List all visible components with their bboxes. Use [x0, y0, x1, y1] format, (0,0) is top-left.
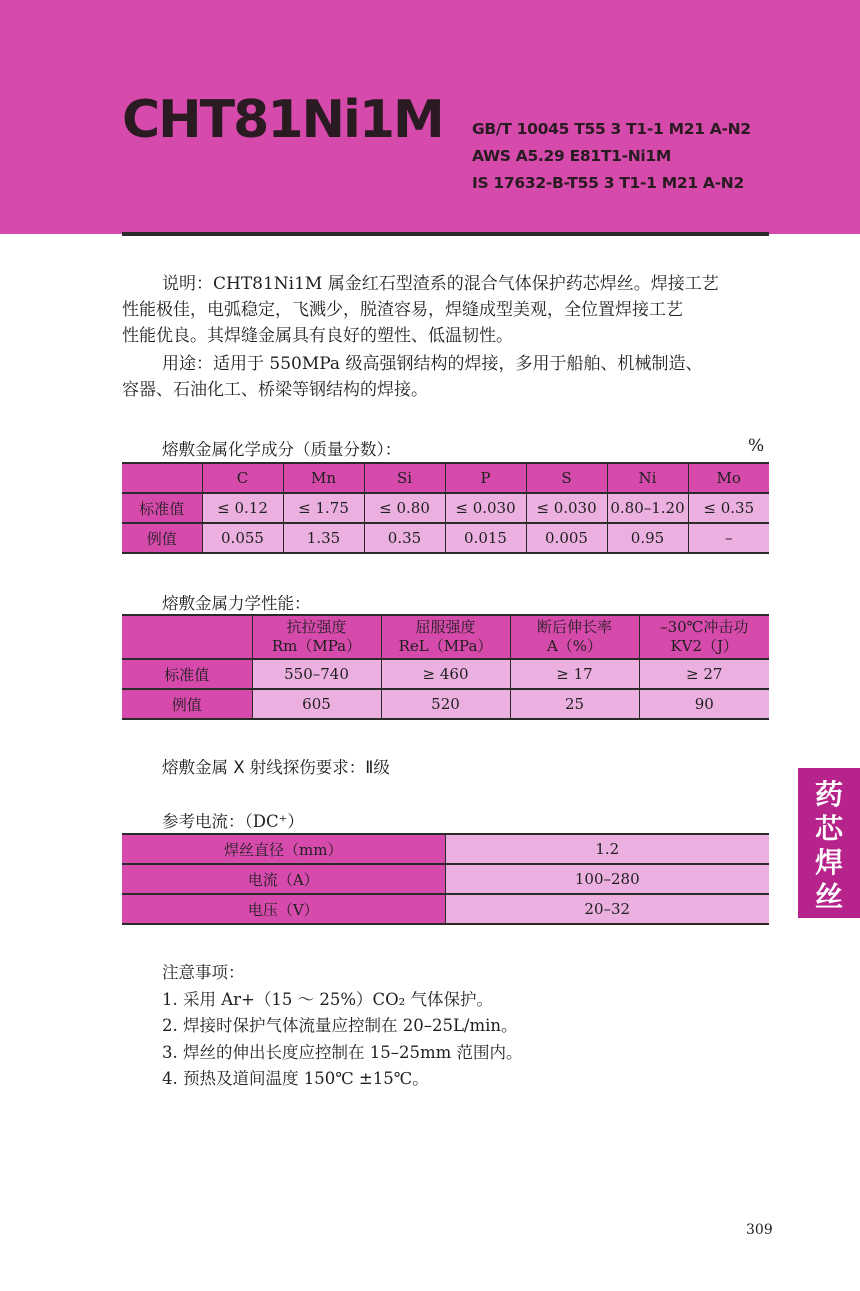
header-rule	[122, 232, 769, 236]
header-si: Si	[364, 463, 445, 493]
header-line: KV2（J）	[670, 637, 739, 655]
list-item: 4. 预热及道间温度 150℃ ±15℃。	[162, 1069, 429, 1088]
row-label: 电压（V）	[122, 894, 445, 924]
standard-is: IS 17632-B-T55 3 T1-1 M21 A-N2	[472, 174, 744, 192]
current-table	[122, 833, 769, 925]
table-cell: 0.015	[445, 523, 526, 553]
description-line-3: 性能优良。其焊缝金属具有良好的塑性、低温韧性。	[122, 326, 513, 346]
chemistry-table	[122, 462, 769, 554]
standard-gbt: GB/T 10045 T55 3 T1-1 M21 A-N2	[472, 120, 751, 138]
row-label: 标准值	[122, 659, 252, 689]
table-cell: ≤ 0.030	[445, 493, 526, 523]
table-row	[122, 523, 769, 553]
chemistry-header-row	[122, 463, 769, 493]
standards-list	[472, 116, 751, 197]
table-cell: 605	[252, 689, 381, 719]
header-line: A（%）	[546, 637, 603, 655]
header-line: –30℃冲击功	[660, 618, 749, 636]
row-label: 标准值	[122, 493, 202, 523]
header-ni: Ni	[607, 463, 688, 493]
list-item: 3. 焊丝的伸出长度应控制在 15–25mm 范围内。	[162, 1042, 523, 1062]
header-line: 抗拉强度	[286, 618, 347, 636]
standard-aws: AWS A5.29 E81T1-Ni1M	[472, 147, 672, 165]
description-label: 说明：	[162, 274, 213, 294]
list-item: 1. 采用 Ar+（15 ～ 25%）CO₂ 气体保护。	[162, 989, 494, 1009]
row-label: 例值	[122, 523, 202, 553]
table-cell: 0.80–1.20	[607, 493, 688, 523]
header-s: S	[526, 463, 607, 493]
table-row	[122, 894, 769, 924]
header-c: C	[202, 463, 283, 493]
header-line: 断后伸长率	[536, 618, 612, 636]
header-impact	[639, 615, 769, 659]
table-cell: ≥ 27	[639, 659, 769, 689]
usage-line-2: 容器、石油化工、桥梁等钢结构的焊接。	[122, 380, 428, 400]
table-cell: –	[688, 523, 769, 553]
table-cell: 1.2	[445, 834, 769, 864]
table-cell: ≤ 1.75	[283, 493, 364, 523]
header-yield	[381, 615, 510, 659]
table-cell: 0.35	[364, 523, 445, 553]
table-cell: ≥ 17	[510, 659, 639, 689]
header-line: 屈服强度	[415, 618, 476, 636]
row-label: 焊丝直径（mm）	[122, 834, 445, 864]
product-title: CHT81Ni1M	[122, 90, 443, 150]
side-tab-char: 芯	[814, 812, 843, 845]
current-title	[162, 808, 304, 832]
mechanical-title: 熔敷金属力学性能：	[162, 594, 311, 613]
table-row	[122, 834, 769, 864]
table-cell: 1.35	[283, 523, 364, 553]
table-cell: 100–280	[445, 864, 769, 894]
section-side-tab	[798, 768, 860, 918]
table-cell: 0.95	[607, 523, 688, 553]
row-label: 电流（A）	[122, 864, 445, 894]
table-cell: 550–740	[252, 659, 381, 689]
list-item: 2. 焊接时保护气体流量应控制在 20–25L/min。	[162, 1016, 518, 1035]
table-cell: 0.005	[526, 523, 607, 553]
usage-line-1: 适用于 550MPa 级高强钢结构的焊接，多用于船舶、机械制造、	[213, 354, 703, 374]
table-cell	[122, 615, 252, 659]
header-tensile	[252, 615, 381, 659]
chemistry-unit: %	[748, 436, 765, 456]
usage-label: 用途：	[162, 354, 213, 374]
table-cell: ≥ 460	[381, 659, 510, 689]
table-cell: ≤ 0.80	[364, 493, 445, 523]
chemistry-title: 熔敷金属化学成分（质量分数）：	[162, 440, 402, 459]
description-paragraph	[122, 271, 769, 349]
notes-title: 注意事项：	[162, 963, 245, 982]
header-elongation	[510, 615, 639, 659]
table-cell	[122, 463, 202, 493]
current-type: （DC⁺）	[244, 812, 304, 831]
header-line: Rm（MPa）	[271, 637, 362, 655]
table-cell: 90	[639, 689, 769, 719]
table-row	[122, 493, 769, 523]
table-cell: 0.055	[202, 523, 283, 553]
mechanical-table	[122, 614, 769, 720]
description-line-1: CHT81Ni1M 属金红石型渣系的混合气体保护药芯焊丝。焊接工艺	[213, 274, 719, 294]
table-cell: 25	[510, 689, 639, 719]
table-cell: ≤ 0.030	[526, 493, 607, 523]
header-mn: Mn	[283, 463, 364, 493]
page-number: 309	[746, 1222, 773, 1238]
table-cell: ≤ 0.12	[202, 493, 283, 523]
header-mo: Mo	[688, 463, 769, 493]
table-row	[122, 659, 769, 689]
table-cell: 20–32	[445, 894, 769, 924]
side-tab-char: 药	[814, 778, 843, 811]
header-p: P	[445, 463, 526, 493]
notes-section	[162, 960, 523, 1093]
header-line: ReL（MPa）	[398, 637, 493, 655]
side-tab-char: 焊	[814, 846, 843, 879]
row-label: 例值	[122, 689, 252, 719]
mechanical-header-row	[122, 615, 769, 659]
description-line-2: 性能极佳，电弧稳定，飞溅少，脱渣容易，焊缝成型美观，全位置焊接工艺	[122, 300, 683, 320]
table-row	[122, 864, 769, 894]
side-tab-char: 丝	[814, 880, 843, 913]
xray-requirement: 熔敷金属 X 射线探伤要求：Ⅱ级	[162, 758, 390, 777]
usage-paragraph	[122, 351, 769, 403]
table-row	[122, 689, 769, 719]
current-label: 参考电流：	[162, 812, 245, 831]
table-cell: 520	[381, 689, 510, 719]
table-cell: ≤ 0.35	[688, 493, 769, 523]
